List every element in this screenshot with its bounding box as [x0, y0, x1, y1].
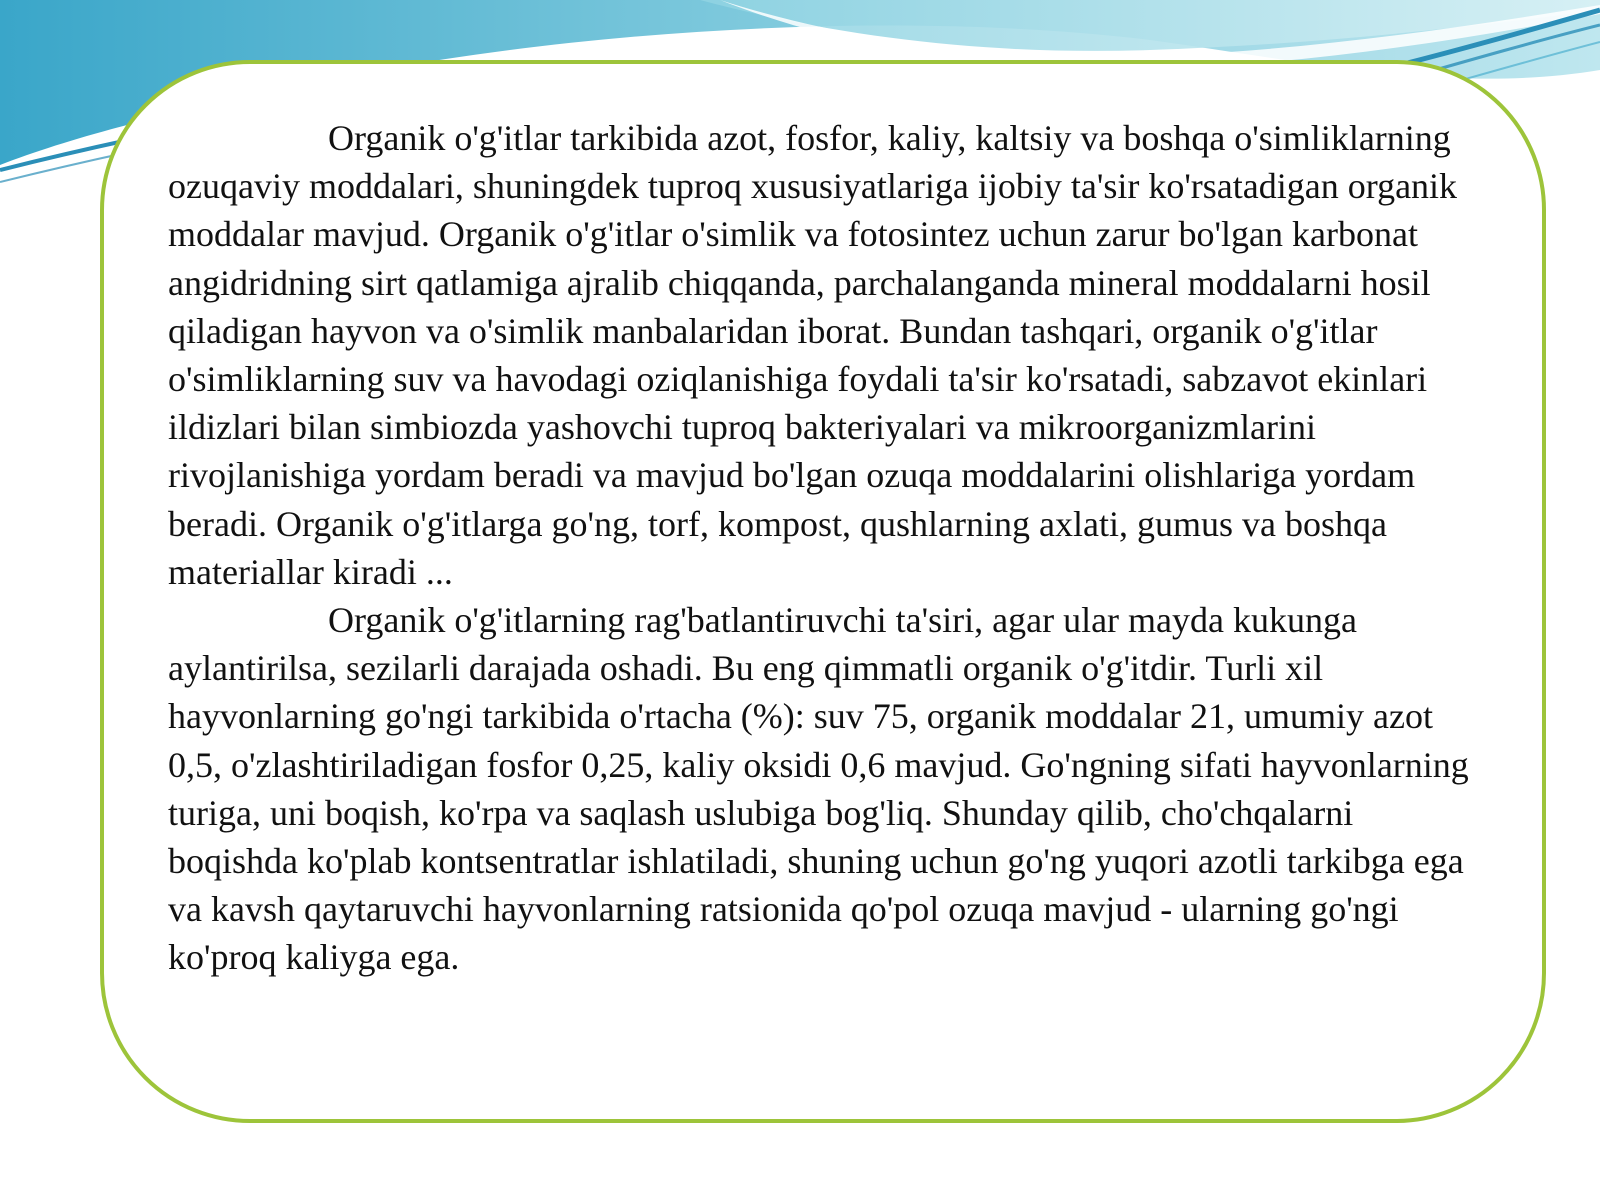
paragraph-1: Organik o'g'itlar tarkibida azot, fosfor, kaliy, kaltsiy va boshqa o'simliklarning ozuqaviy moddalari, shuningdek tuproq xususiyatlariga ijobiy ta'sir ko'rsatadigan organik moddalar mavjud. Organik o'g'itlar o'simlik va fotosintez uchun zarur bo'lgan karbonat angidridning sirt qatlamiga ajralib chiqqanda, parchalanganda mineral moddalarni hosil qiladigan hayvon va o'simlik manbalaridan iborat. Bundan tashqari, organik o'g'itlar o'simliklarning suv va havodagi oziqlanishiga foydali ta'sir ko'rsatadi, sabzavot ekinlari ildizlari bilan simbiozda yashovchi tuproq bakteriyalari va mikroorganizmlarini rivojlanishiga yordam beradi va mavjud bo'lgan ozuqa moddalarini olishlariga yordam beradi. Organik o'g'itlarga go'ng, torf, kompost, qushlarning axlati, gumus va boshqa materiallar kiradi ...: [168, 118, 1458, 592]
slide-text: [168, 114, 1478, 982]
paragraph-2: Organik o'g'itlarning rag'batlantiruvchi ta'siri, agar ular mayda kukunga aylantirilsa, sezilarli darajada oshadi. Bu eng qimmatli organik o'g'itdir. Turli xil hayvonlarning go'ngi tarkibida o'rtacha (%): suv 75, organik moddalar 21, umumiy azot 0,5, o'zlashtiriladigan fosfor 0,25, kaliy oksidi 0,6 mavjud. Go'ngning sifati hayvonlarning turiga, uni boqish, ko'rpa va saqlash uslubiga bog'liq. Shunday qilib, cho'chqalarni boqishda ko'plab kontsentratlar ishlatiladi, shuning uchun go'ng yuqori azotli tarkibga ega va kavsh qaytaruvchi hayvonlarning ratsionida qo'pol ozuqa mavjud - ularning go'ngi ko'proq kaliyga ega.: [168, 600, 1469, 978]
